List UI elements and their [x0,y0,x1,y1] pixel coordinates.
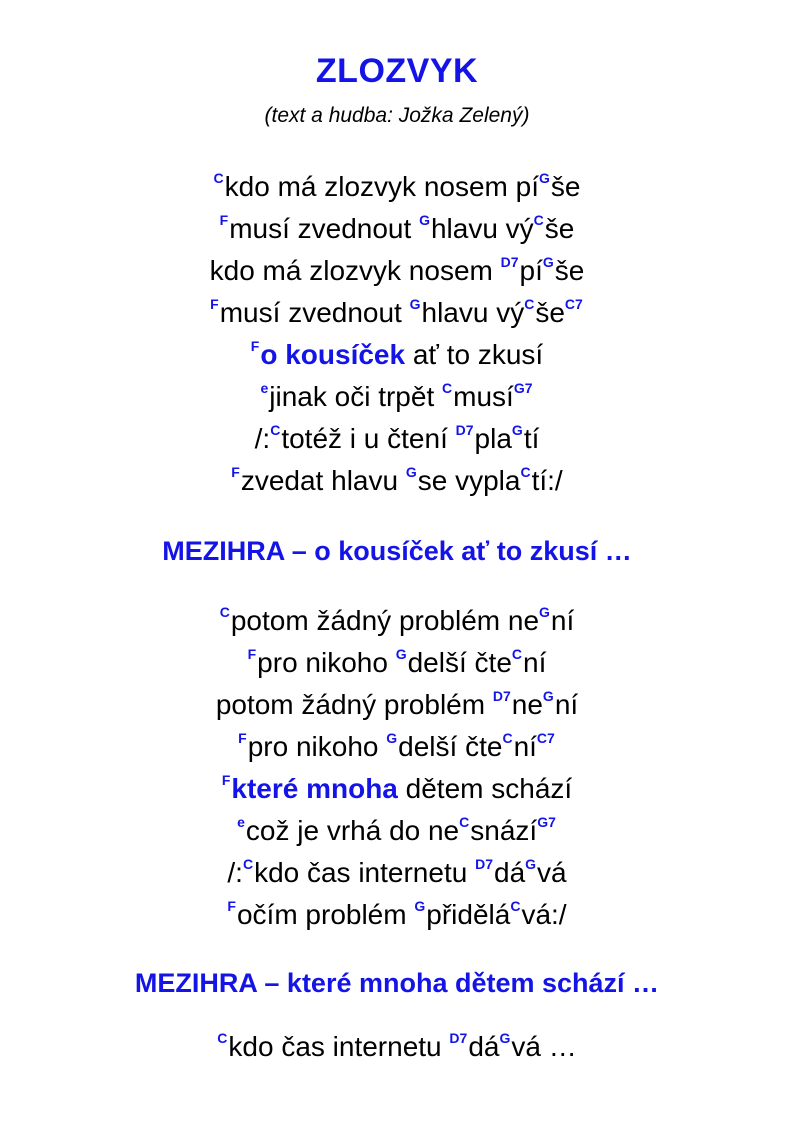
verse-1 [0,166,794,502]
chord-label: D7 [492,688,511,704]
chord-label: C [459,814,470,830]
interlude-2: MEZIHRA – které mnoha dětem schází … [134,968,660,998]
lyric-text: totéž i u čtení [281,423,456,454]
chord-label: F [250,338,260,354]
chord-label: C [511,646,523,662]
lyric-line [0,726,794,768]
song-title: ZLOZVYK [315,52,479,90]
lyric-line [0,166,794,208]
chord-label: D7 [449,1030,468,1046]
lyric-text: vá:/ [521,899,567,930]
chord-label: G [414,898,426,914]
highlighted-lyric: o kousíček [260,339,406,370]
chord-label: C [533,212,544,228]
lyric-text: kdo má zlozvyk nosem [209,255,501,286]
chord-label: G [539,170,550,186]
lyric-line [0,418,794,460]
chord-label: D7 [455,422,474,438]
chord-label: e [260,380,269,396]
lyric-text: potom žádný problém [215,689,493,720]
chord-label: G [395,646,407,662]
chord-label: G [409,296,421,312]
lyric-text: což je vrhá do ne [245,815,460,846]
lyric-text: ní [523,647,547,678]
lyric-text: tí [523,423,540,454]
lyric-text: přidělá [426,899,511,930]
chord-label: C [213,170,224,186]
lyric-line [0,250,794,292]
chord-label: C [520,464,531,480]
chord-label: D7 [475,856,493,872]
lyric-line [0,600,794,642]
chord-label: C7 [536,730,555,746]
chord-label: G [405,464,417,480]
lyric-text: delší čte [407,647,512,678]
lyric-text: snází [470,815,538,846]
lyric-text: še [554,255,585,286]
chord-label: C [242,856,254,872]
chord-label: G [542,688,554,704]
chord-label: F [219,212,229,228]
lyric-line [0,292,794,334]
lyric-text: dětem schází [397,773,573,804]
chord-label: C [219,604,230,620]
lyric-text: pro nikoho [247,731,387,762]
lyric-line [0,852,794,894]
chord-label: G [542,254,554,270]
lyric-line [0,1026,794,1068]
lyric-line [0,460,794,502]
lyric-text: potom žádný problém ne [230,605,540,636]
lyric-line [0,334,794,376]
verse-2 [0,600,794,936]
lyric-text: jinak oči trpět [269,381,443,412]
chord-label: C [510,898,521,914]
lyric-text: vá … [511,1031,577,1062]
verse-3 [0,1026,794,1068]
chord-label: F [238,730,247,746]
lyric-text: kdo má zlozvyk nosem pí [224,171,539,202]
lyric-text: se vypla [417,465,521,496]
lyric-text: očím problém [236,899,415,930]
lyric-text: musí zvednout [219,297,410,328]
lyric-line [0,208,794,250]
lyric-text: hlavu vý [421,297,525,328]
chord-label: F [227,898,236,914]
chord-label: C7 [564,296,583,312]
chord-label: G [499,1030,511,1046]
song-credits: (text a hudba: Jožka Zelený) [264,104,530,127]
lyric-text: ní [554,689,579,720]
lyric-text: zvedat hlavu [240,465,406,496]
lyric-text: delší čte [398,731,503,762]
lyric-text: kdo čas internetu [228,1031,450,1062]
lyric-line [0,810,794,852]
chord-label: G [539,604,550,620]
lyric-text: musí zvednout [229,213,420,244]
lyric-text: pro nikoho [257,647,396,678]
lyric-text: ne [511,689,543,720]
lyric-text: še [535,297,565,328]
chord-label: C [217,1030,228,1046]
lyric-text: vá [537,857,567,888]
chord-label: F [231,464,240,480]
chord-label: e [237,814,245,830]
chord-label: F [210,296,219,312]
chord-label: G [419,212,430,228]
chord-label: C [502,730,513,746]
lyric-text: dá [494,857,526,888]
chord-label: C [524,296,535,312]
lyric-line [0,894,794,936]
chord-label: C [270,422,281,438]
lyric-text: tí:/ [531,465,563,496]
lyric-text: hlavu vý [430,213,534,244]
lyric-text: pí [519,255,543,286]
chord-label: G7 [513,380,533,396]
highlighted-lyric: které mnoha [231,773,398,804]
chord-label: F [221,772,231,788]
lyric-text: dá [468,1031,500,1062]
lyric-line [0,684,794,726]
lyric-text: /: [227,857,243,888]
lyric-text: kdo čas internetu [254,857,476,888]
chord-label: D7 [500,254,519,270]
lyric-text: /: [254,423,271,454]
lyric-text: še [550,171,581,202]
chord-label: G [386,730,398,746]
chord-label: G7 [537,814,556,830]
lyric-text: ní [513,731,537,762]
chord-label: G [525,856,537,872]
lyric-text: ať to zkusí [405,339,544,370]
chord-label: F [247,646,257,662]
lyric-text: ní [550,605,575,636]
lyric-text: musí [453,381,514,412]
lyric-text: pla [474,423,512,454]
chord-label: G [511,422,523,438]
lyric-line [0,768,794,810]
lyric-line [0,642,794,684]
lyric-text: še [544,213,575,244]
interlude-1: MEZIHRA – o kousíček ať to zkusí … [162,536,632,566]
chord-label: C [442,380,453,396]
lyric-line [0,376,794,418]
